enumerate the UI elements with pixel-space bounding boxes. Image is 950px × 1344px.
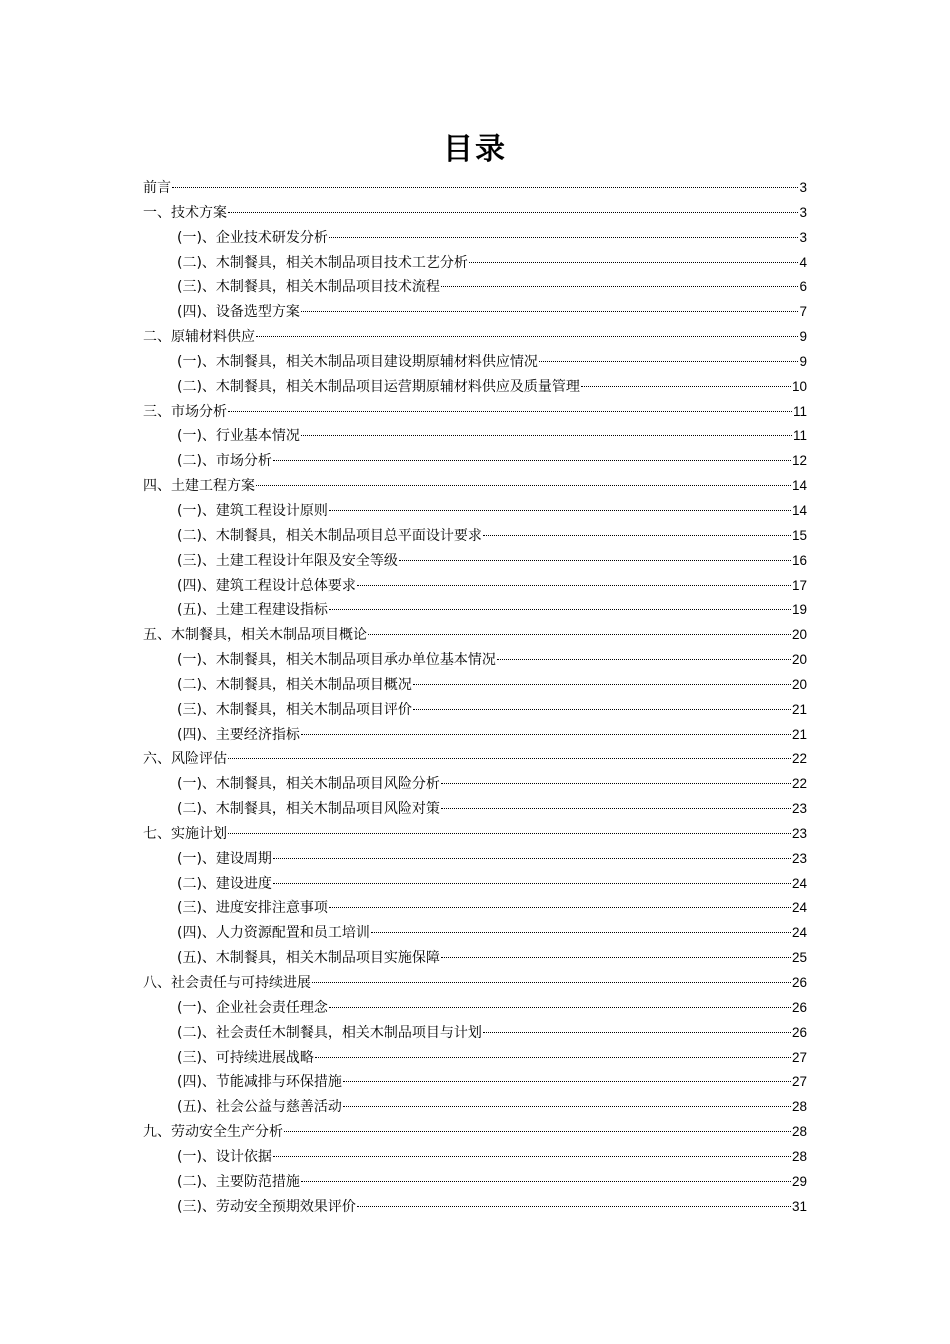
dot-leader — [441, 783, 791, 784]
toc-page-number: 24 — [791, 925, 807, 941]
toc-page-number: 28 — [791, 1148, 807, 1164]
dot-leader — [228, 833, 791, 834]
dot-leader — [228, 212, 798, 213]
toc-chapter-entry[interactable] — [143, 623, 807, 648]
toc-entry-title: (五)、木制餐具，相关木制品项目实施保障 — [177, 950, 440, 967]
toc-page-number: 24 — [791, 900, 807, 916]
toc-page-number: 22 — [791, 776, 807, 792]
dot-leader — [371, 932, 791, 933]
toc-chapter-entry[interactable] — [143, 971, 807, 996]
toc-chapter-entry[interactable] — [143, 474, 807, 499]
toc-section-entry[interactable] — [143, 300, 807, 325]
toc-page-number: 23 — [791, 825, 807, 841]
toc-section-entry[interactable] — [143, 524, 807, 549]
toc-page-number: 27 — [791, 1049, 807, 1065]
toc-page-number: 20 — [791, 676, 807, 692]
toc-entry-title: (二)、木制餐具，相关木制品项目风险对策 — [177, 801, 440, 818]
dot-leader — [301, 1181, 791, 1182]
toc-entry-title: (一)、木制餐具，相关木制品项目建设期原辅材料供应情况 — [177, 353, 538, 370]
dot-leader — [413, 684, 791, 685]
dot-leader — [469, 262, 799, 263]
toc-section-entry[interactable] — [143, 921, 807, 946]
toc-page-number: 3 — [799, 180, 807, 195]
dot-leader — [301, 311, 799, 312]
toc-entry-title: (一)、行业基本情况 — [177, 428, 300, 445]
dot-leader — [273, 883, 791, 884]
toc-page-number: 31 — [791, 1198, 807, 1214]
dot-leader — [312, 982, 791, 983]
dot-leader — [343, 1106, 791, 1107]
toc-section-entry[interactable] — [143, 673, 807, 698]
toc-entry-title: 五、木制餐具，相关木制品项目概论 — [143, 627, 367, 644]
toc-section-entry[interactable] — [143, 946, 807, 971]
toc-section-entry[interactable] — [143, 1021, 807, 1046]
toc-page-number: 17 — [791, 577, 807, 593]
dot-leader — [256, 336, 798, 337]
toc-section-entry[interactable] — [143, 499, 807, 524]
toc-section-entry[interactable] — [143, 1046, 807, 1071]
toc-entry-title: (一)、企业技术研发分析 — [177, 229, 328, 246]
toc-entry-title: 九、劳动安全生产分析 — [143, 1124, 283, 1141]
toc-entry-title: (四)、主要经济指标 — [177, 726, 300, 743]
toc-chapter-entry[interactable] — [143, 325, 807, 350]
toc-section-entry[interactable] — [143, 449, 807, 474]
dot-leader — [284, 1131, 791, 1132]
toc-section-entry[interactable] — [143, 797, 807, 822]
toc-entry-title: (一)、企业社会责任理念 — [177, 999, 328, 1016]
dot-leader — [399, 560, 791, 561]
dot-leader — [301, 435, 792, 436]
dot-leader — [357, 585, 791, 586]
toc-page-number: 22 — [791, 751, 807, 767]
toc-entry-title: 六、风险评估 — [143, 751, 227, 768]
dot-leader — [539, 361, 799, 362]
toc-section-entry[interactable] — [143, 574, 807, 599]
toc-page-number: 27 — [791, 1074, 807, 1090]
toc-section-entry[interactable] — [143, 1095, 807, 1120]
toc-page-number: 24 — [791, 875, 807, 891]
toc-section-entry[interactable] — [143, 1170, 807, 1195]
toc-section-entry[interactable] — [143, 847, 807, 872]
toc-page-number: 15 — [791, 527, 807, 543]
toc-entry-title: (三)、可持续进展战略 — [177, 1049, 314, 1066]
toc-page-number: 29 — [791, 1173, 807, 1189]
dot-leader — [497, 659, 791, 660]
toc-entry-title: (一)、建筑工程设计原则 — [177, 502, 328, 519]
toc-section-entry[interactable] — [143, 772, 807, 797]
toc-section-entry[interactable] — [143, 549, 807, 574]
toc-entry-title: 前言 — [143, 180, 171, 196]
dot-leader — [329, 1007, 791, 1008]
toc-section-entry[interactable] — [143, 648, 807, 673]
table-of-contents — [143, 176, 807, 1219]
toc-section-entry[interactable] — [143, 1195, 807, 1220]
toc-page-number: 7 — [799, 304, 807, 320]
toc-section-entry[interactable] — [143, 1145, 807, 1170]
dot-leader — [343, 1081, 791, 1082]
dot-leader — [329, 510, 791, 511]
dot-leader — [273, 460, 791, 461]
dot-leader — [483, 535, 791, 536]
toc-entry-title: 七、实施计划 — [143, 825, 227, 842]
toc-section-entry[interactable] — [143, 375, 807, 400]
dot-leader — [483, 1032, 791, 1033]
toc-chapter-entry[interactable] — [143, 822, 807, 847]
dot-leader — [368, 634, 791, 635]
toc-page-number: 26 — [791, 1024, 807, 1040]
toc-page-number: 25 — [791, 950, 807, 966]
toc-entry-title: (三)、木制餐具，相关木制品项目评价 — [177, 701, 412, 718]
toc-entry-title: (三)、劳动安全预期效果评价 — [177, 1198, 356, 1215]
dot-leader — [329, 907, 791, 908]
toc-chapter-entry[interactable] — [143, 1120, 807, 1145]
toc-page-number: 21 — [791, 701, 807, 717]
toc-entry-title: (五)、土建工程建设指标 — [177, 602, 328, 619]
toc-entry-title: (一)、建设周期 — [177, 850, 272, 867]
dot-leader — [441, 808, 791, 809]
toc-page-number: 6 — [799, 279, 807, 295]
toc-entry-title: 三、市场分析 — [143, 403, 227, 420]
toc-section-entry[interactable] — [143, 896, 807, 921]
toc-page-number: 26 — [791, 975, 807, 990]
toc-page-number: 16 — [791, 552, 807, 568]
toc-entry-title: (三)、进度安排注意事项 — [177, 900, 328, 917]
toc-section-entry[interactable] — [143, 872, 807, 897]
dot-leader — [581, 386, 791, 387]
toc-entry-title: (一)、木制餐具，相关木制品项目风险分析 — [177, 776, 440, 793]
toc-page-number: 14 — [791, 478, 807, 494]
toc-page-number: 21 — [791, 726, 807, 742]
toc-entry-title: (四)、节能减排与环保措施 — [177, 1074, 342, 1091]
toc-entry-title: (二)、木制餐具，相关木制品项目概况 — [177, 676, 412, 693]
dot-leader — [329, 609, 791, 610]
dot-leader — [441, 286, 799, 287]
toc-entry-title: (四)、设备选型方案 — [177, 304, 300, 321]
toc-section-entry[interactable] — [143, 996, 807, 1021]
toc-section-entry[interactable] — [143, 424, 807, 449]
toc-entry-title: 四、土建工程方案 — [143, 478, 255, 495]
toc-page-number: 9 — [799, 353, 807, 369]
toc-page-number: 20 — [791, 652, 807, 668]
toc-entry-title: (二)、木制餐具，相关木制品项目运营期原辅材料供应及质量管理 — [177, 378, 580, 395]
toc-section-entry[interactable] — [143, 275, 807, 300]
toc-entry-title: (二)、社会责任木制餐具，相关木制品项目与计划 — [177, 1024, 482, 1041]
toc-entry-title: (四)、人力资源配置和员工培训 — [177, 925, 370, 942]
toc-section-entry[interactable] — [143, 598, 807, 623]
toc-page-number: 11 — [792, 403, 807, 419]
toc-entry-title: (三)、木制餐具，相关木制品项目技术流程 — [177, 279, 440, 296]
toc-page-number: 10 — [791, 378, 807, 394]
dot-leader — [315, 1057, 791, 1058]
toc-section-entry[interactable] — [143, 350, 807, 375]
toc-section-entry[interactable] — [143, 251, 807, 276]
toc-chapter-entry[interactable] — [143, 176, 807, 201]
toc-chapter-entry[interactable] — [143, 400, 807, 425]
dot-leader — [273, 858, 791, 859]
toc-entry-title: (二)、木制餐具，相关木制品项目技术工艺分析 — [177, 254, 468, 271]
toc-entry-title: (五)、社会公益与慈善活动 — [177, 1099, 342, 1116]
toc-entry-title: 一、技术方案 — [143, 204, 227, 221]
dot-leader — [172, 187, 798, 188]
toc-entry-title: (二)、市场分析 — [177, 453, 272, 470]
dot-leader — [329, 237, 799, 238]
dot-leader — [256, 485, 791, 486]
toc-page-number: 28 — [791, 1099, 807, 1115]
toc-entry-title: (二)、木制餐具，相关木制品项目总平面设计要求 — [177, 527, 482, 544]
toc-entry-title: (四)、建筑工程设计总体要求 — [177, 577, 356, 594]
toc-section-entry[interactable] — [143, 1070, 807, 1095]
toc-entry-title: 八、社会责任与可持续进展 — [143, 975, 311, 991]
toc-page-number: 20 — [791, 627, 807, 643]
dot-leader — [413, 709, 791, 710]
toc-section-entry[interactable] — [143, 723, 807, 748]
toc-page-number: 3 — [799, 204, 807, 220]
toc-page-number: 4 — [799, 254, 807, 270]
dot-leader — [228, 758, 791, 759]
toc-section-entry[interactable] — [143, 226, 807, 251]
dot-leader — [441, 957, 791, 958]
dot-leader — [228, 411, 792, 412]
toc-section-entry[interactable] — [143, 698, 807, 723]
toc-entry-title: (二)、主要防范措施 — [177, 1173, 300, 1190]
toc-page-number: 12 — [791, 453, 807, 469]
toc-page-number: 26 — [791, 999, 807, 1015]
toc-page-number: 28 — [791, 1124, 807, 1140]
toc-page-number: 3 — [799, 229, 807, 245]
toc-entry-title: (一)、木制餐具，相关木制品项目承办单位基本情况 — [177, 652, 496, 669]
toc-entry-title: 二、原辅材料供应 — [143, 329, 255, 346]
toc-page-number: 9 — [799, 329, 807, 345]
dot-leader — [273, 1156, 791, 1157]
toc-page-number: 19 — [791, 602, 807, 618]
toc-page-number: 14 — [791, 502, 807, 518]
toc-entry-title: (三)、土建工程设计年限及安全等级 — [177, 552, 398, 569]
toc-page-number: 23 — [791, 850, 807, 866]
dot-leader — [301, 734, 791, 735]
toc-page-number: 11 — [792, 428, 807, 444]
toc-chapter-entry[interactable] — [143, 747, 807, 772]
toc-page-number: 23 — [791, 801, 807, 817]
toc-title: 目录 — [443, 132, 507, 167]
toc-chapter-entry[interactable] — [143, 201, 807, 226]
toc-entry-title: (二)、建设进度 — [177, 875, 272, 892]
toc-entry-title: (一)、设计依据 — [177, 1148, 272, 1165]
dot-leader — [357, 1206, 791, 1207]
